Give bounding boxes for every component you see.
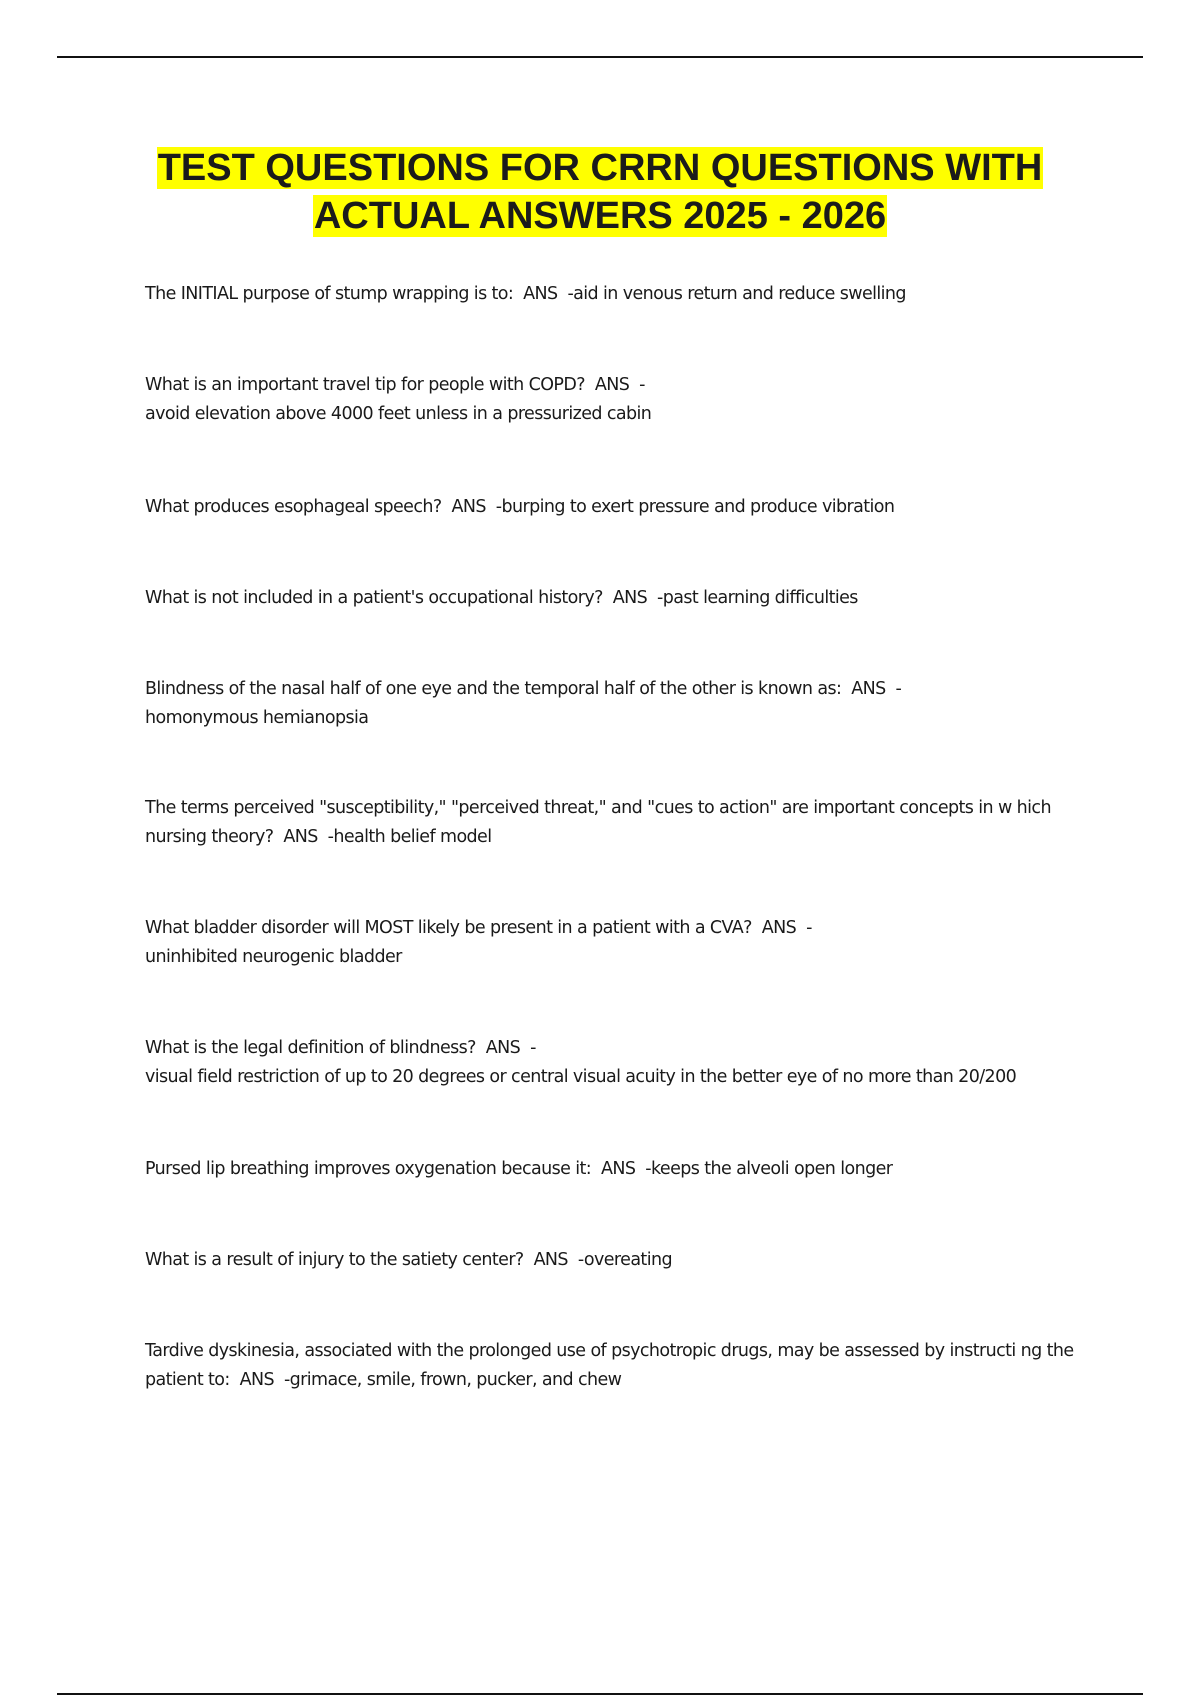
- answer-marker: ANS: [761, 918, 797, 938]
- question: What is not included in a patient's occupational history?: [145, 588, 603, 608]
- qa-item-6: The terms perceived "susceptibility," "perceived threat," and "cues to action" are important concepts in w hich nursing theory? ANS -health belief model: [145, 798, 1056, 847]
- answer: grimace, smile, frown, pucker, and chew: [289, 1370, 622, 1390]
- answer: homonymous hemianopsia: [145, 708, 369, 728]
- question: What produces esophageal speech?: [145, 497, 442, 517]
- qa-item-4: What is not included in a patient's occupational history? ANS -past learning difficulties: [145, 588, 858, 608]
- answer-marker: ANS: [594, 375, 630, 395]
- qa-item-8: What is the legal definition of blindness? ANS - visual field restriction of up to 20 degrees or central visual acuity in the better eye of no more than 20/200: [145, 1038, 1017, 1087]
- bottom-rule: [57, 1693, 1143, 1695]
- answer-marker: ANS: [239, 1370, 275, 1390]
- question: Pursed lip breathing improves oxygenation because it:: [145, 1159, 592, 1179]
- answer-marker: ANS: [283, 827, 318, 847]
- answer-marker: ANS: [451, 497, 486, 517]
- question: Blindness of the nasal half of one eye and the temporal half of the other is known as:: [145, 679, 842, 699]
- answer-marker: ANS: [533, 1250, 568, 1270]
- answer-marker: ANS: [600, 1159, 636, 1179]
- qa-item-5: Blindness of the nasal half of one eye and the temporal half of the other is known as: ANS - homonymous hemianopsia: [145, 679, 902, 728]
- top-rule: [57, 56, 1143, 58]
- qa-item-9: Pursed lip breathing improves oxygenation because it: ANS -keeps the alveoli open longer: [145, 1159, 893, 1179]
- answer: health belief model: [333, 827, 492, 847]
- answer: avoid elevation above 4000 feet unless in a pressurized cabin: [145, 404, 652, 424]
- answer-marker: ANS: [485, 1038, 521, 1058]
- qa-item-10: What is a result of injury to the satiety center? ANS -overeating: [145, 1250, 672, 1270]
- page-title: [100, 144, 1100, 240]
- qa-item-11: Tardive dyskinesia, associated with the prolonged use of psychotropic drugs, may be assessed by instructi ng the patient to: ANS -grimace, smile, frown, pucker, and chew: [145, 1341, 1079, 1390]
- answer: visual field restriction of up to 20 degrees or central visual acuity in the better eye of no more than 20/200: [145, 1067, 1017, 1087]
- question: Tardive dyskinesia, associated with the prolonged use of psychotropic drugs, may be assessed by instructi ng the patient to:: [145, 1341, 1079, 1390]
- answer: uninhibited neurogenic bladder: [145, 947, 402, 967]
- question: The terms perceived "susceptibility," "perceived threat," and "cues to action" are important concepts in w hich nursing theory?: [145, 798, 1056, 847]
- question: What is an important travel tip for people with COPD?: [145, 375, 585, 395]
- answer: keeps the alveoli open longer: [651, 1159, 893, 1179]
- qa-item-2: What is an important travel tip for people with COPD? ANS - avoid elevation above 4000 feet unless in a pressurized cabin: [145, 375, 652, 424]
- qa-item-3: What produces esophageal speech? ANS -burping to exert pressure and produce vibration: [145, 497, 895, 517]
- title-line-2: ACTUAL ANSWERS 2025 - 2026: [313, 195, 887, 237]
- question: What bladder disorder will MOST likely be present in a patient with a CVA?: [145, 918, 752, 938]
- answer: aid in venous return and reduce swelling: [573, 284, 906, 304]
- question: What is a result of injury to the satiety center?: [145, 1250, 524, 1270]
- question: The INITIAL purpose of stump wrapping is to:: [145, 284, 514, 304]
- answer-marker: ANS: [851, 679, 886, 699]
- answer-marker: ANS: [523, 284, 558, 304]
- qa-item-7: What bladder disorder will MOST likely be present in a patient with a CVA? ANS - uninhibited neurogenic bladder: [145, 918, 812, 967]
- answer: burping to exert pressure and produce vibration: [501, 497, 895, 517]
- question: What is the legal definition of blindness?: [145, 1038, 476, 1058]
- answer-marker: ANS: [612, 588, 648, 608]
- qa-item-1: The INITIAL purpose of stump wrapping is to: ANS -aid in venous return and reduce swelling: [145, 284, 906, 304]
- answer: past learning difficulties: [662, 588, 858, 608]
- answer: overeating: [583, 1250, 672, 1270]
- title-line-1: TEST QUESTIONS FOR CRRN QUESTIONS WITH: [157, 147, 1043, 189]
